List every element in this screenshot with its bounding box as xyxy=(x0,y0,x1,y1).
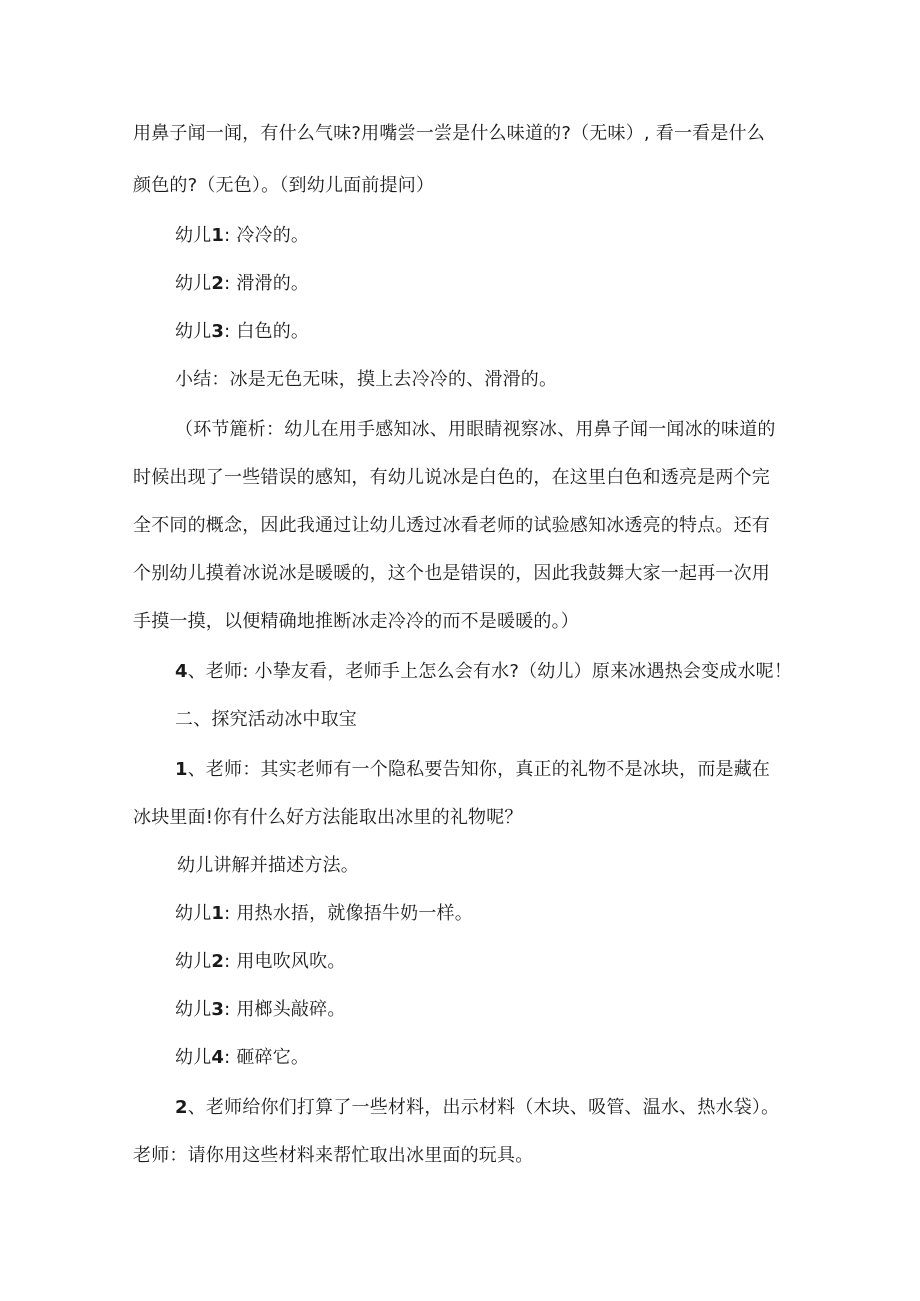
line-text: 、老师给你们打算了一些材料，出示材料（木块、吸管、温水、热水袋）。 xyxy=(187,1097,780,1118)
line-text: 全不同的概念，因此我通过让幼儿透过冰看老师的试验感知冰透亮的特点。还有 xyxy=(133,515,770,536)
section-heading xyxy=(175,708,357,732)
paragraph-line xyxy=(133,806,523,830)
analysis-line xyxy=(133,562,770,586)
line-text: 、老师：其实老师有一个隐私要告知你，真正的礼物不是冰块，而是藏在 xyxy=(187,759,771,780)
answer-text: : 用榔头敲碎。 xyxy=(224,999,346,1020)
paragraph-line xyxy=(133,174,434,198)
line-text: 时候出现了一些错误的感知，有幼儿说冰是白色的，在这里白色和透亮是两个完 xyxy=(133,467,770,488)
line-text: 二、探究活动冰中取宝 xyxy=(175,709,357,730)
speaker-label: 幼儿 xyxy=(175,951,212,972)
step-number: 2 xyxy=(175,1097,188,1118)
analysis-line xyxy=(133,514,770,538)
answer-text: : 冷冷的。 xyxy=(224,225,310,246)
line-text: （环节簏析：幼儿在用手感知冰、用眼睛视察冰、用鼻子闻一闻冰的味道的 xyxy=(175,419,776,440)
speaker-number: 1 xyxy=(211,903,225,924)
answer-text: : 滑滑的。 xyxy=(224,273,310,294)
line-text: 手摸一摸，以便精确地推断冰走冷冷的而不是暖暖的。） xyxy=(133,611,579,632)
paragraph-line xyxy=(133,1144,533,1168)
paragraph-line xyxy=(133,122,765,146)
analysis-line xyxy=(133,466,770,490)
answer-text: : 砸碎它。 xyxy=(224,1047,310,1068)
speaker-number: 1 xyxy=(211,225,225,246)
speaker-number: 2 xyxy=(211,951,225,972)
line-text: 小结：冰是无色无味，摸上去冷冷的、滑滑的。 xyxy=(175,369,558,390)
child-answer-line xyxy=(175,902,473,926)
step-number: 4 xyxy=(175,661,188,682)
analysis-line xyxy=(133,610,579,634)
line-text: 颜色的?（无色）。（到幼儿面前提问） xyxy=(133,175,435,196)
child-answer-line xyxy=(175,320,309,344)
speaker-number: 3 xyxy=(211,999,225,1020)
paragraph-line xyxy=(177,854,359,878)
numbered-step-line xyxy=(175,1096,779,1120)
child-answer-line xyxy=(175,950,346,974)
speaker-label: 幼儿 xyxy=(175,321,212,342)
line-text: 个别幼儿摸着冰说冰是暖暖的，这个也是错误的，因此我鼓舞大家一起再一次用 xyxy=(133,563,770,584)
speaker-label: 幼儿 xyxy=(175,225,212,246)
child-answer-line xyxy=(175,272,309,296)
speaker-number: 3 xyxy=(211,321,225,342)
line-text: 冰块里面!你有什么好方法能取出冰里的礼物呢？ xyxy=(133,807,523,828)
speaker-label: 幼儿 xyxy=(175,273,212,294)
answer-text: : 用热水捂，就像捂牛奶一样。 xyxy=(224,903,473,924)
child-answer-line xyxy=(175,998,346,1022)
speaker-label: 幼儿 xyxy=(175,1047,212,1068)
speaker-label: 幼儿 xyxy=(175,999,212,1020)
line-text: 老师：请你用这些材料来帮忙取出冰里面的玩具。 xyxy=(133,1145,534,1166)
speaker-label: 幼儿 xyxy=(175,903,212,924)
answer-text: : 用电吹风吹。 xyxy=(224,951,346,972)
line-text: 幼儿讲解并描述方法。 xyxy=(177,855,359,876)
speaker-number: 4 xyxy=(211,1047,225,1068)
line-text: 、老师: 小挚友看，老师手上怎么会有水?（幼儿）原来冰遇热会变成水呢！ xyxy=(187,661,793,682)
step-number: 1 xyxy=(175,759,188,780)
numbered-step-line xyxy=(175,758,770,782)
child-answer-line xyxy=(175,1046,309,1070)
child-answer-line xyxy=(175,224,309,248)
summary-line xyxy=(175,368,557,392)
numbered-step-line xyxy=(175,660,792,684)
answer-text: : 白色的。 xyxy=(224,321,310,342)
analysis-line xyxy=(175,418,776,442)
speaker-number: 2 xyxy=(211,273,225,294)
line-text: 用鼻子闻一闻，有什么气味?用嘴尝一尝是什么味道的?（无味）, 看一看是什么 xyxy=(133,123,765,144)
